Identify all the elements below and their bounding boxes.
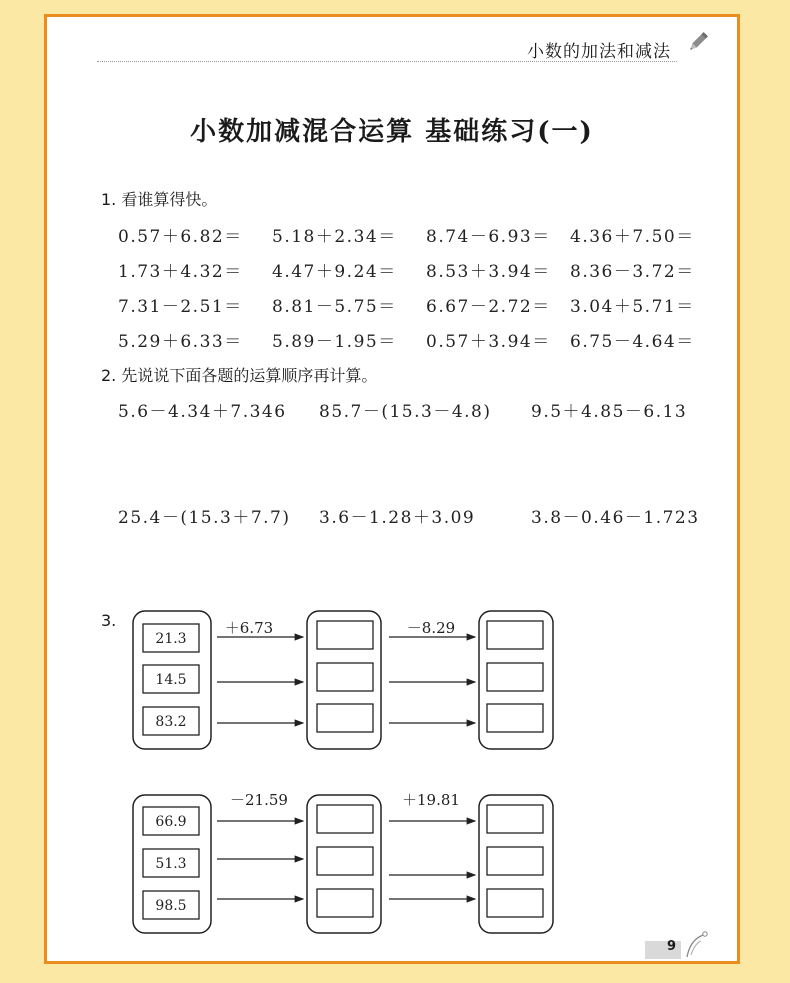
q1-expression: 6.67－2.72＝ — [426, 297, 551, 317]
q1-expression: 1.73＋4.32＝ — [118, 262, 243, 282]
q2-expression: 5.6－4.34＋7.346 — [118, 402, 287, 422]
input-value: 21.3 — [155, 631, 187, 647]
question-1-label: 1. 看谁算得快。 — [101, 190, 218, 209]
answer-box — [487, 663, 543, 691]
q1-expression: 4.47＋9.24＝ — [272, 262, 397, 282]
input-value: 51.3 — [155, 856, 187, 872]
answer-box — [317, 805, 373, 833]
q3-diagrams — [47, 17, 737, 961]
page-number: 9 — [667, 939, 677, 954]
q1-expression: 3.04＋5.71＝ — [570, 297, 695, 317]
answer-box — [317, 704, 373, 732]
input-value: 98.5 — [155, 898, 187, 914]
input-value: 83.2 — [155, 714, 187, 730]
flow-diagram-2 — [133, 791, 553, 933]
result-column — [479, 795, 553, 933]
q1-expression: 0.57＋3.94＝ — [426, 332, 551, 352]
q2-expression: 9.5＋4.85－6.13 — [531, 402, 688, 422]
input-value: 66.9 — [155, 814, 187, 830]
operation-label: －8.29 — [406, 619, 456, 637]
answer-box — [487, 621, 543, 649]
middle-column — [307, 795, 381, 933]
q1-expression: 8.53＋3.94＝ — [426, 262, 551, 282]
operation-label: ＋19.81 — [402, 791, 460, 809]
result-column — [479, 611, 553, 749]
question-2-label: 2. 先说说下面各题的运算顺序再计算。 — [101, 366, 378, 385]
question-3-label: 3. — [101, 611, 117, 630]
middle-column — [307, 611, 381, 749]
q1-expression: 7.31－2.51＝ — [118, 297, 243, 317]
answer-box — [317, 663, 373, 691]
q2-expression: 3.6－1.28＋3.09 — [319, 508, 476, 528]
answer-box — [317, 889, 373, 917]
header-title: 小数的加法和减法 — [527, 42, 671, 62]
q1-expression: 5.89－1.95＝ — [272, 332, 397, 352]
page-swirl-icon — [683, 929, 709, 963]
q1-expression: 8.81－5.75＝ — [272, 297, 397, 317]
answer-box — [487, 805, 543, 833]
q2-expression: 85.7－(15.3－4.8) — [319, 402, 492, 422]
q1-expression: 8.74－6.93＝ — [426, 227, 551, 247]
page-title: 小数加减混合运算 基础练习(一) — [190, 117, 594, 147]
q1-expression: 4.36＋7.50＝ — [570, 227, 695, 247]
answer-box — [317, 847, 373, 875]
flow-diagram-1 — [133, 611, 553, 749]
answer-box — [317, 621, 373, 649]
operation-label: －21.59 — [230, 791, 288, 809]
operation-label: ＋6.73 — [224, 619, 274, 637]
answer-box — [487, 704, 543, 732]
q2-expression: 3.8－0.46－1.723 — [531, 508, 700, 528]
q1-expression: 0.57＋6.82＝ — [118, 227, 243, 247]
q2-expression: 25.4－(15.3＋7.7) — [118, 508, 291, 528]
worksheet-page — [44, 14, 740, 964]
q1-expression: 6.75－4.64＝ — [570, 332, 695, 352]
input-value: 14.5 — [155, 672, 187, 688]
q1-expression: 8.36－3.72＝ — [570, 262, 695, 282]
q1-expression: 5.18＋2.34＝ — [272, 227, 397, 247]
answer-box — [487, 847, 543, 875]
q1-expression: 5.29＋6.33＝ — [118, 332, 243, 352]
answer-box — [487, 889, 543, 917]
